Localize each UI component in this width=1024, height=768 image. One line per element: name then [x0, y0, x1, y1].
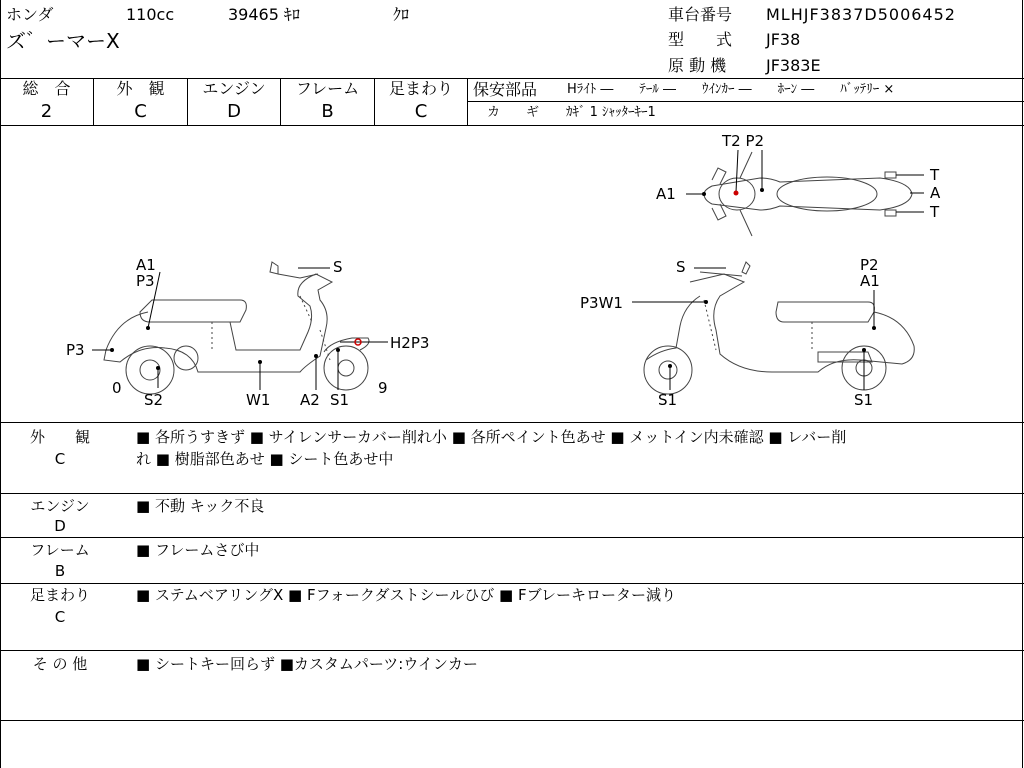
page-border-right	[1022, 0, 1023, 768]
engine-label: 原 動 機	[668, 56, 727, 75]
label-right-p2: P2	[860, 256, 879, 274]
damage-diagram	[0, 126, 1022, 422]
divider	[0, 583, 1024, 584]
type-label: 型 式	[668, 30, 733, 49]
frame-no-label: 車台番号	[668, 5, 733, 24]
label-right-s: S	[676, 258, 686, 276]
score-value-frame: B	[321, 101, 334, 122]
label-top-t1: T	[930, 166, 940, 184]
score-label-engine: エンジン	[202, 79, 266, 98]
label-top-t2p2: T2 P2	[722, 132, 765, 150]
label-right-s1b: S1	[854, 391, 874, 409]
section-note-other: ■ シートキー回らず ■カスタムパーツ:ウインカー	[136, 655, 478, 673]
label-right-p3w1: P3W1	[580, 294, 623, 312]
label-left-a2: A2	[300, 391, 320, 409]
section-name-suspension: 足まわり	[29, 586, 90, 604]
label-right-s1a: S1	[658, 391, 678, 409]
safety-items: Hﾗｲﾄ ― ﾃｰﾙ ― ｳｲﾝｶｰ ― ﾎｰﾝ ― ﾊﾞｯﾃﾘｰ ×	[567, 82, 895, 97]
divider	[0, 537, 1024, 538]
frame-no: MLHJF3837D5006452	[766, 5, 956, 24]
label-left-9: 9	[378, 379, 388, 397]
divider	[0, 422, 1024, 423]
label-left-p3: P3	[66, 341, 85, 359]
score-value-suspension: C	[414, 101, 428, 122]
label-left-p3-top: P3	[136, 272, 155, 290]
score-value-exterior: C	[134, 101, 147, 122]
section-note-exterior-1: ■ 各所うすきず ■ サイレンサーカバー削れ小 ■ 各所ペイント色あせ ■ メットイン内未確認 ■ レバー削	[136, 428, 847, 446]
divider	[0, 493, 1024, 494]
score-value-total: 2	[40, 101, 53, 122]
section-name-engine: エンジン	[30, 497, 90, 515]
label-left-s: S	[333, 258, 343, 276]
engine-value: JF383E	[766, 56, 821, 75]
score-label-frame: フレーム	[295, 79, 360, 98]
label-left-h2p3: H2P3	[390, 334, 430, 352]
score-label-total: 総 合	[22, 79, 71, 98]
label-top-a: A	[930, 184, 941, 202]
label-left-s1: S1	[330, 391, 350, 409]
safety-label: 保安部品	[473, 80, 538, 99]
displacement: 110cc	[126, 5, 175, 24]
section-note-exterior-2: れ ■ 樹脂部色あせ ■ シート色あせ中	[136, 450, 394, 468]
label-left-a1: A1	[136, 256, 156, 274]
divider	[467, 101, 1024, 102]
divider	[0, 650, 1024, 651]
score-label-suspension: 足まわり	[388, 79, 453, 98]
label-right-a1: A1	[860, 272, 880, 290]
label-top-a1: A1	[656, 185, 676, 203]
section-name-other: そ の 他	[32, 655, 88, 673]
section-note-engine: ■ 不動 キック不良	[136, 497, 265, 515]
section-note-frame: ■ フレームさび中	[136, 541, 260, 559]
mileage: 39465 ｷﾛ	[228, 5, 300, 24]
section-grade-frame: B	[54, 562, 66, 580]
section-grade-suspension: C	[54, 608, 66, 626]
model-name: ズ゛ーマーX	[6, 29, 120, 53]
divider	[0, 720, 1024, 721]
score-value-engine: D	[227, 101, 241, 122]
section-grade-engine: D	[54, 517, 66, 535]
maker: ホンダ	[6, 5, 54, 24]
section-name-exterior: 外 観	[29, 428, 90, 446]
color: ｸﾛ	[393, 5, 410, 24]
score-label-exterior: 外 観	[116, 79, 165, 98]
key-label: カ ギ	[487, 105, 540, 120]
label-left-s2: S2	[144, 391, 164, 409]
divider	[467, 78, 468, 125]
type-value: JF38	[766, 30, 801, 49]
section-grade-exterior: C	[54, 450, 66, 468]
key-value: ｶｷﾞ 1 ｼｬｯﾀｰｷｰ1	[566, 105, 656, 120]
section-note-suspension: ■ ステムベアリングX ■ Fフォークダストシールひび ■ Fブレーキローター減り	[136, 586, 676, 604]
label-left-w1: W1	[246, 391, 271, 409]
section-name-frame: フレーム	[30, 541, 90, 559]
label-top-t2: T	[930, 203, 940, 221]
label-left-0: 0	[112, 379, 122, 397]
